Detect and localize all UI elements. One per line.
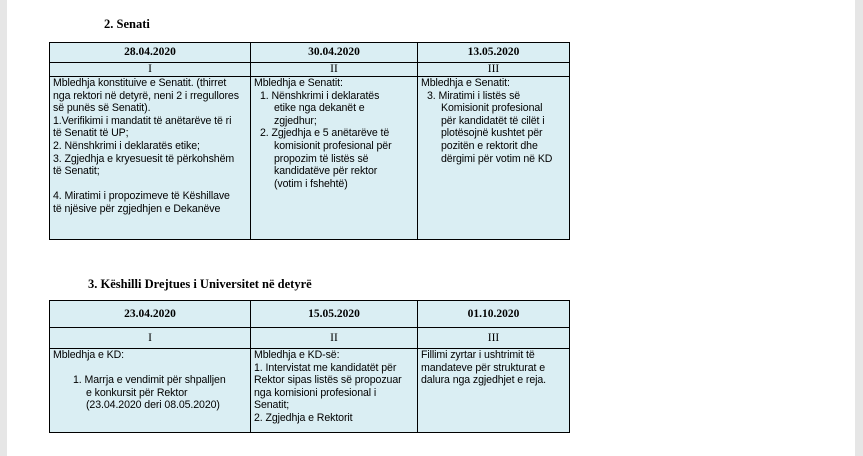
text-line: dalura nga zgjedhjet e reja. [421,374,547,387]
text-line: zgjedhur; [274,114,317,127]
text-line: (votim i fshehtë) [274,177,348,190]
phase-numeral: II [251,328,418,349]
text-line: Mbledhja e KD-së: [254,349,340,361]
text-line: Mbledhja konstituive e Senatit. (thirret [53,77,227,89]
text-line: pozitën e rektorit dhe [441,139,538,152]
text-line: Senatit; [254,399,290,412]
text-line: Rektor sipas listës së propozuar [254,374,402,387]
text-line: mandateve për strukturat e [421,361,546,374]
text-line: (23.04.2020 deri 08.05.2020) [86,399,220,412]
kd-schedule-table [49,300,570,433]
senati-phase-3-content [418,77,570,240]
text-line: kandidatëve për rektor [274,165,378,178]
text-line: propozim të listës së [274,152,369,165]
text-line: plotësojnë kushtet për [441,127,543,140]
kd-phase-1-content [50,349,251,433]
text-line: Mbledhja e Senatit: [254,77,343,89]
text-line: së punës së Senatit). [53,102,151,115]
senati-phase-2-content [251,77,418,240]
section-heading-keshilli-drejtues: 3. Këshilli Drejtues i Universitet në detyrë [88,277,312,291]
text-line: Fillimi zyrtar i ushtrimit të [421,349,535,361]
text-line: Mbledhja e Senatit: [421,77,510,89]
senati-phase-1-content [50,77,251,240]
date-cell: 23.04.2020 [50,301,251,328]
phase-numeral: III [418,63,570,77]
text-line: 1.Verifikimi i mandatit të anëtarëve të ri [53,114,232,127]
date-cell: 01.10.2020 [418,301,570,328]
text-line: të Senatit të UP; [53,127,129,140]
text-line: komisionit profesional për [274,139,392,152]
text-line: nga rektori në detyrë, neni 2 i rregullores [53,89,239,102]
kd-phase-2-content [251,349,418,433]
text-line: Mbledhja e KD: [53,349,125,361]
blank-line [53,178,247,191]
list-item: 1. Nënshkrimi i deklaratës [260,89,380,102]
phase-numeral: III [418,328,570,349]
text-line: 3. Zgjedhja e kryesuesit të përkohshëm [53,152,235,165]
list-item: 1. Marrja e vendimit për shpalljen [73,374,226,387]
text-line: nga komisioni profesional i [254,386,377,399]
text-line: dërgimi për votim në KD [441,152,553,165]
list-item: 2. Zgjedhja e 5 anëtarëve të [260,127,390,140]
text-line: për kandidatët të cilët i [441,114,545,127]
text-line: të Senatit; [53,165,100,178]
date-cell: 28.04.2020 [50,43,251,63]
text-line: e konkursit për Rektor [86,386,188,399]
text-line: të njësive për zgjedhjen e Dekanëve [53,202,221,215]
date-cell: 15.05.2020 [251,301,418,328]
date-cell: 13.05.2020 [418,43,570,63]
phase-numeral: I [50,328,251,349]
section-heading-senati: 2. Senati [104,17,150,31]
text-line: 2. Nënshkrimi i deklaratës etike; [53,139,200,152]
phase-numeral: I [50,63,251,77]
text-line: Komisionit profesional [441,102,543,115]
senati-schedule-table [49,42,570,240]
phase-numeral: II [251,63,418,77]
list-item: 3. Miratimi i listës së [427,89,521,102]
blank-line [53,362,247,375]
kd-phase-3-content [418,349,570,433]
text-line: etike nga dekanët e [274,102,365,115]
list-item: 1. Intervistat me kandidatët për [254,361,397,374]
list-item: 2. Zgjedhja e Rektorit [254,411,353,424]
date-cell: 30.04.2020 [251,43,418,63]
document-page [7,0,855,456]
text-line: 4. Miratimi i propozimeve të Këshillave [53,190,230,203]
